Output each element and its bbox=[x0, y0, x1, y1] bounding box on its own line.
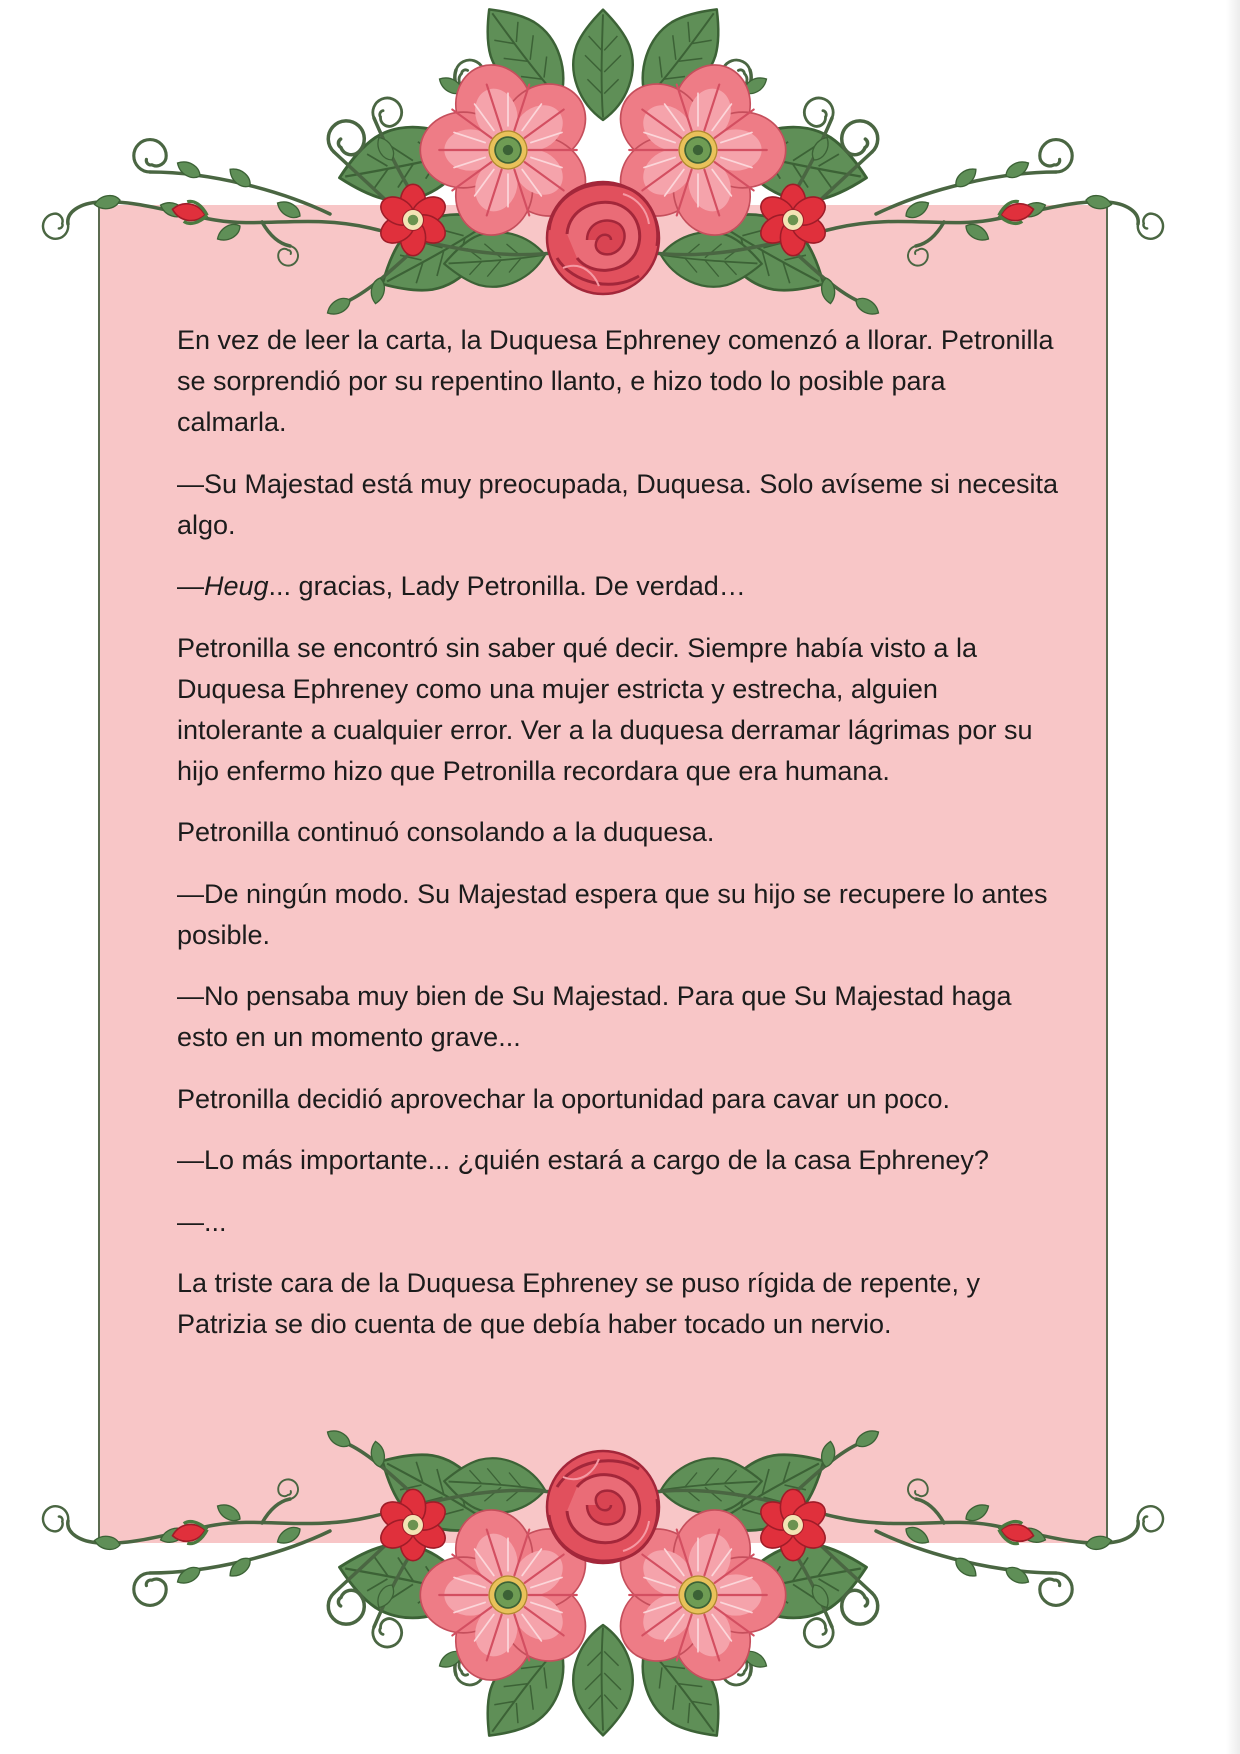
text-line: calmarla. bbox=[177, 407, 287, 437]
text-line: Duquesa Ephreney como una mujer estricta y estrecha, alguien bbox=[177, 673, 938, 704]
text-line: La triste cara de la Duquesa Ephreney se puso rígida de repente, y bbox=[177, 1268, 980, 1298]
paragraph bbox=[177, 976, 1077, 1058]
paragraph bbox=[177, 566, 1077, 607]
text-line: —No pensaba muy bien de Su Majestad. Para que Su Majestad haga bbox=[177, 981, 1012, 1011]
dialogue-text: ... gracias, Lady Petronilla. De verdad… bbox=[268, 571, 746, 601]
text-line: hijo enfermo hizo que Petronilla recordara que era humana. bbox=[177, 755, 890, 786]
paragraph bbox=[177, 1202, 1077, 1243]
text-line: En vez de leer la carta, la Duquesa Ephreney comenzó a llorar. Petronilla bbox=[177, 325, 1054, 355]
paragraph bbox=[177, 874, 1077, 956]
text-line: esto en un momento grave... bbox=[177, 1022, 521, 1052]
text-line: Petronilla decidió aprovechar la oportunidad para cavar un poco. bbox=[177, 1083, 950, 1114]
dialogue-dash: — bbox=[177, 571, 204, 601]
text-line: —De ningún modo. Su Majestad espera que su hijo se recupere lo antes bbox=[177, 878, 1048, 909]
paragraph bbox=[177, 1140, 1077, 1181]
paragraph bbox=[177, 464, 1077, 546]
paragraph bbox=[177, 1263, 1077, 1345]
paragraph bbox=[177, 1079, 1077, 1120]
paragraph bbox=[177, 320, 1077, 443]
italic-interjection: Heug bbox=[204, 571, 269, 601]
text-line: algo. bbox=[177, 509, 236, 540]
text-line: Petronilla se encontró sin saber qué decir. Siempre había visto a la bbox=[177, 632, 977, 663]
document-body bbox=[177, 320, 1077, 1366]
text-line bbox=[177, 566, 1077, 607]
text-line: —Lo más importante... ¿quién estará a cargo de la casa Ephreney? bbox=[177, 1145, 989, 1175]
text-line: intolerante a cualquier error. Ver a la duquesa derramar lágrimas por su bbox=[177, 714, 1033, 745]
text-line: Patrizia se dio cuenta de que debía haber tocado un nervio. bbox=[177, 1309, 892, 1339]
page-edge-shadow bbox=[1226, 0, 1240, 1754]
text-line: —... bbox=[177, 1206, 227, 1237]
paragraph bbox=[177, 628, 1077, 792]
text-line: posible. bbox=[177, 919, 271, 950]
text-line: se sorprendió por su repentino llanto, e hizo todo lo posible para bbox=[177, 366, 946, 396]
text-line: Petronilla continuó consolando a la duquesa. bbox=[177, 817, 715, 847]
paragraph bbox=[177, 812, 1077, 853]
text-line: —Su Majestad está muy preocupada, Duquesa. Solo avíseme si necesita bbox=[177, 468, 1058, 499]
